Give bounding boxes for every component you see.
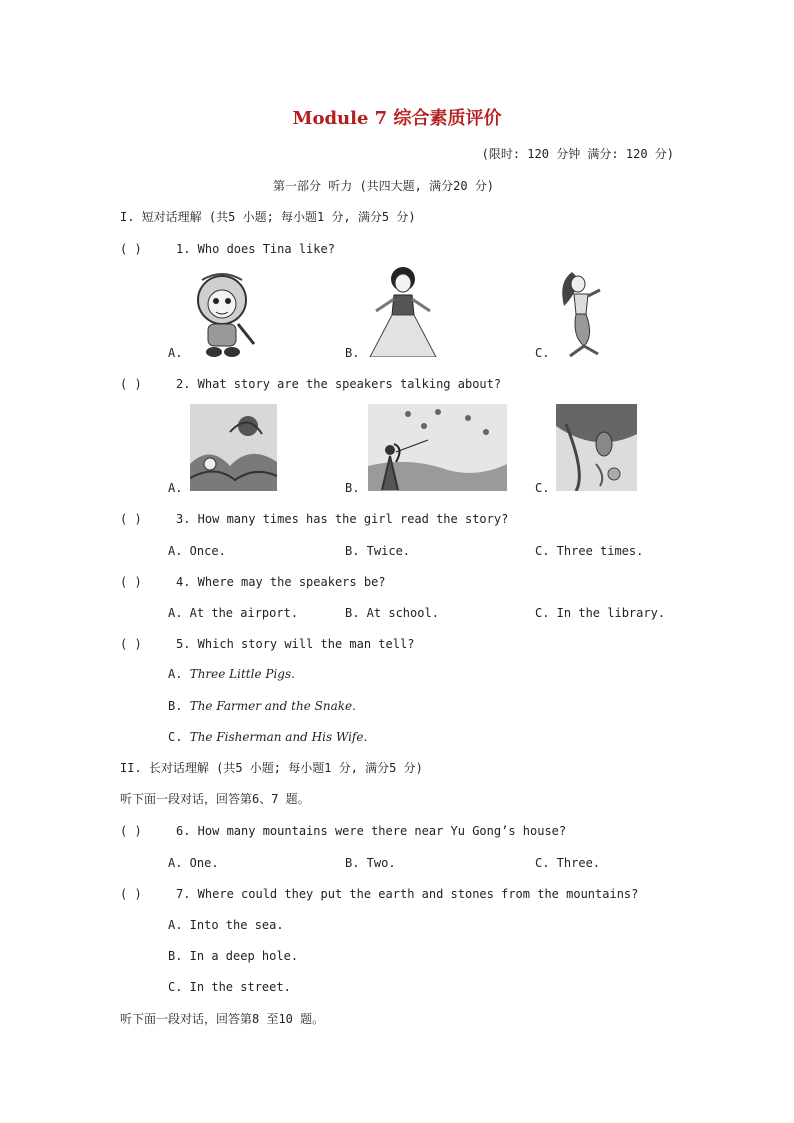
option-b[interactable] <box>168 698 356 714</box>
option-c[interactable]: C. In the street. <box>168 980 291 994</box>
question-7 <box>120 886 638 902</box>
answer-blank[interactable]: ( ) <box>120 824 142 838</box>
question-1 <box>120 241 335 257</box>
option-letter: B. <box>168 699 183 713</box>
option-a[interactable]: A. <box>168 481 183 495</box>
option-a[interactable]: A. Into the sea. <box>168 918 284 932</box>
option-a[interactable]: A. At the airport. <box>168 606 299 620</box>
question-3 <box>120 511 508 527</box>
option-c[interactable]: C. Three times. <box>535 544 644 558</box>
option-c[interactable]: C. In the library. <box>535 606 666 620</box>
answer-blank[interactable]: ( ) <box>120 512 142 526</box>
instruction-q8-10: 听下面一段对话，回答第8 至10 题。 <box>120 1012 325 1026</box>
answer-blank[interactable]: ( ) <box>120 377 142 391</box>
question-text: 5. Which story will the man tell? <box>176 637 415 651</box>
option-b[interactable]: B. <box>345 481 360 495</box>
option-text: The Fisherman and His Wife. <box>189 730 368 744</box>
question-5 <box>120 636 414 652</box>
story-b-picture[interactable] <box>368 404 507 491</box>
question-text: 7. Where could they put the earth and stones from the mountains? <box>176 887 639 901</box>
option-text: Three Little Pigs. <box>189 667 295 681</box>
monkey-king-picture[interactable] <box>188 268 256 358</box>
option-a[interactable] <box>168 666 295 682</box>
option-b[interactable]: B. Two. <box>345 856 396 870</box>
page-title: Module 7 综合素质评价 <box>292 108 502 129</box>
question-4 <box>120 574 386 590</box>
option-c[interactable]: C. Three. <box>535 856 601 870</box>
option-a[interactable]: A. Once. <box>168 544 226 558</box>
option-c[interactable]: C. <box>535 346 550 360</box>
option-letter: C. <box>168 730 183 744</box>
answer-blank[interactable]: ( ) <box>120 887 142 901</box>
question-text: 3. How many times has the girl read the story? <box>176 512 509 526</box>
section-1-heading: I. 短对话理解 (共5 小题; 每小题1 分, 满分5 分) <box>120 210 416 224</box>
option-a[interactable]: A. <box>168 346 183 360</box>
answer-blank[interactable]: ( ) <box>120 575 142 589</box>
time-limit: (限时: 120 分钟 满分: 120 分) <box>481 147 674 161</box>
instruction-q6-7: 听下面一段对话，回答第6、7 题。 <box>120 792 310 806</box>
question-text: 6. How many mountains were there near Yu Gong’s house? <box>176 824 567 838</box>
question-text: 4. Where may the speakers be? <box>176 575 386 589</box>
option-b[interactable]: B. <box>345 346 360 360</box>
answer-blank[interactable]: ( ) <box>120 637 142 651</box>
question-text: 1. Who does Tina like? <box>176 242 335 256</box>
option-c[interactable] <box>168 729 367 745</box>
story-c-picture[interactable] <box>556 404 637 491</box>
story-a-picture[interactable] <box>190 404 277 491</box>
option-letter: A. <box>168 667 183 681</box>
answer-blank[interactable]: ( ) <box>120 242 142 256</box>
option-b[interactable]: B. Twice. <box>345 544 411 558</box>
snow-white-picture[interactable] <box>366 265 440 357</box>
option-b[interactable]: B. At school. <box>345 606 439 620</box>
option-c[interactable]: C. <box>535 481 550 495</box>
mermaid-picture[interactable] <box>554 266 610 358</box>
option-text: The Farmer and the Snake. <box>189 699 356 713</box>
option-a[interactable]: A. One. <box>168 856 219 870</box>
question-2 <box>120 376 501 392</box>
question-text: 2. What story are the speakers talking about? <box>176 377 502 391</box>
option-b[interactable]: B. In a deep hole. <box>168 949 299 963</box>
part-heading: 第一部分 听力 (共四大题, 满分20 分) <box>273 179 495 193</box>
section-2-heading: II. 长对话理解 (共5 小题; 每小题1 分, 满分5 分) <box>120 761 423 775</box>
question-6 <box>120 823 566 839</box>
